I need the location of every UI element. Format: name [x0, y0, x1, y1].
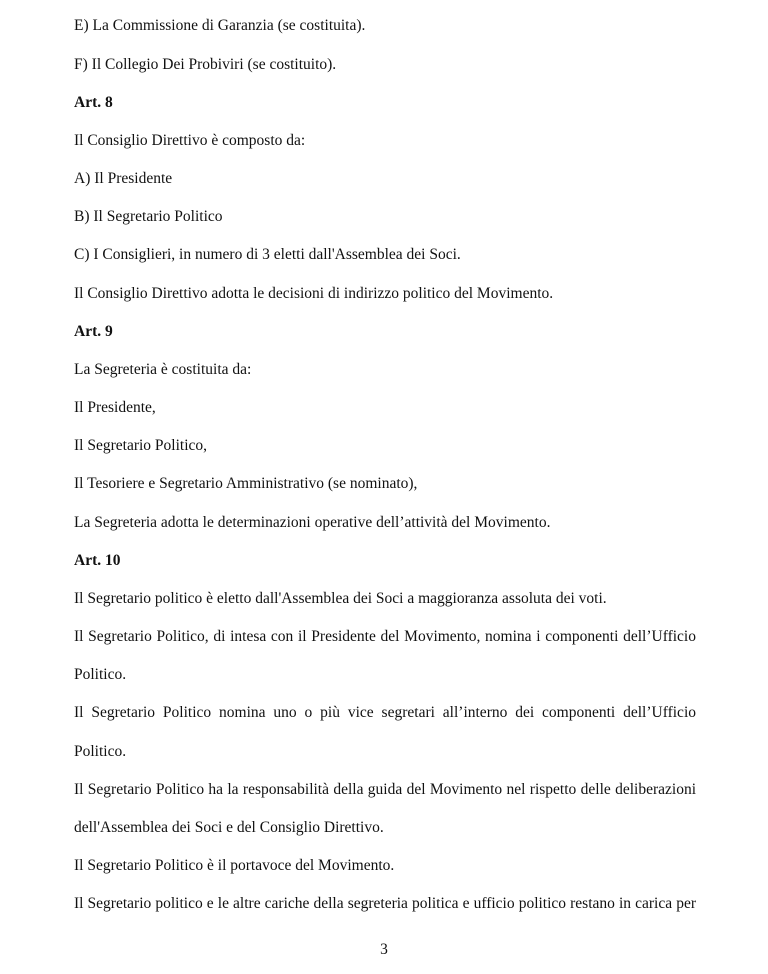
text-line: Il Segretario Politico è il portavoce del Movimento. — [74, 857, 395, 874]
text-line: E) La Commissione di Garanzia (se costituita). — [74, 17, 366, 34]
page-number: 3 — [380, 941, 388, 958]
article-heading: Art. 9 — [74, 323, 113, 340]
text-line: Il Segretario politico è eletto dall'Assemblea dei Soci a maggioranza assoluta dei voti. — [74, 590, 607, 607]
article-heading: Art. 10 — [74, 552, 121, 569]
text-line: Il Presidente, — [74, 399, 156, 416]
text-line: Il Consiglio Direttivo adotta le decisioni di indirizzo politico del Movimento. — [74, 285, 554, 302]
text-line: dell'Assemblea dei Soci e del Consiglio Direttivo. — [74, 819, 384, 836]
text-line: Il Segretario Politico nomina uno o più vice segretari all’interno dei componenti dell’Ufficio — [74, 704, 696, 721]
text-line: Il Segretario Politico, di intesa con il Presidente del Movimento, nomina i componenti dell’Ufficio — [74, 628, 696, 645]
text-line: Politico. — [74, 666, 127, 683]
text-line: F) Il Collegio Dei Probiviri (se costituito). — [74, 56, 337, 73]
text-line: Il Segretario Politico, — [74, 437, 208, 454]
text-line: C) I Consiglieri, in numero di 3 eletti dall'Assemblea dei Soci. — [74, 246, 461, 263]
text-line: La Segreteria adotta le determinazioni operative dell’attività del Movimento. — [74, 514, 551, 531]
text-line: La Segreteria è costituita da: — [74, 361, 252, 378]
text-line: Il Consiglio Direttivo è composto da: — [74, 132, 306, 149]
article-heading: Art. 8 — [74, 94, 113, 111]
text-line: Il Segretario Politico ha la responsabilità della guida del Movimento nel rispetto delle deliberazioni — [74, 781, 696, 798]
text-line: B) Il Segretario Politico — [74, 208, 223, 225]
text-line: Il Segretario politico e le altre cariche della segreteria politica e ufficio politico restano in carica per — [74, 895, 696, 912]
text-line: A) Il Presidente — [74, 170, 173, 187]
text-line: Politico. — [74, 743, 127, 760]
text-line: Il Tesoriere e Segretario Amministrativo (se nominato), — [74, 475, 418, 492]
